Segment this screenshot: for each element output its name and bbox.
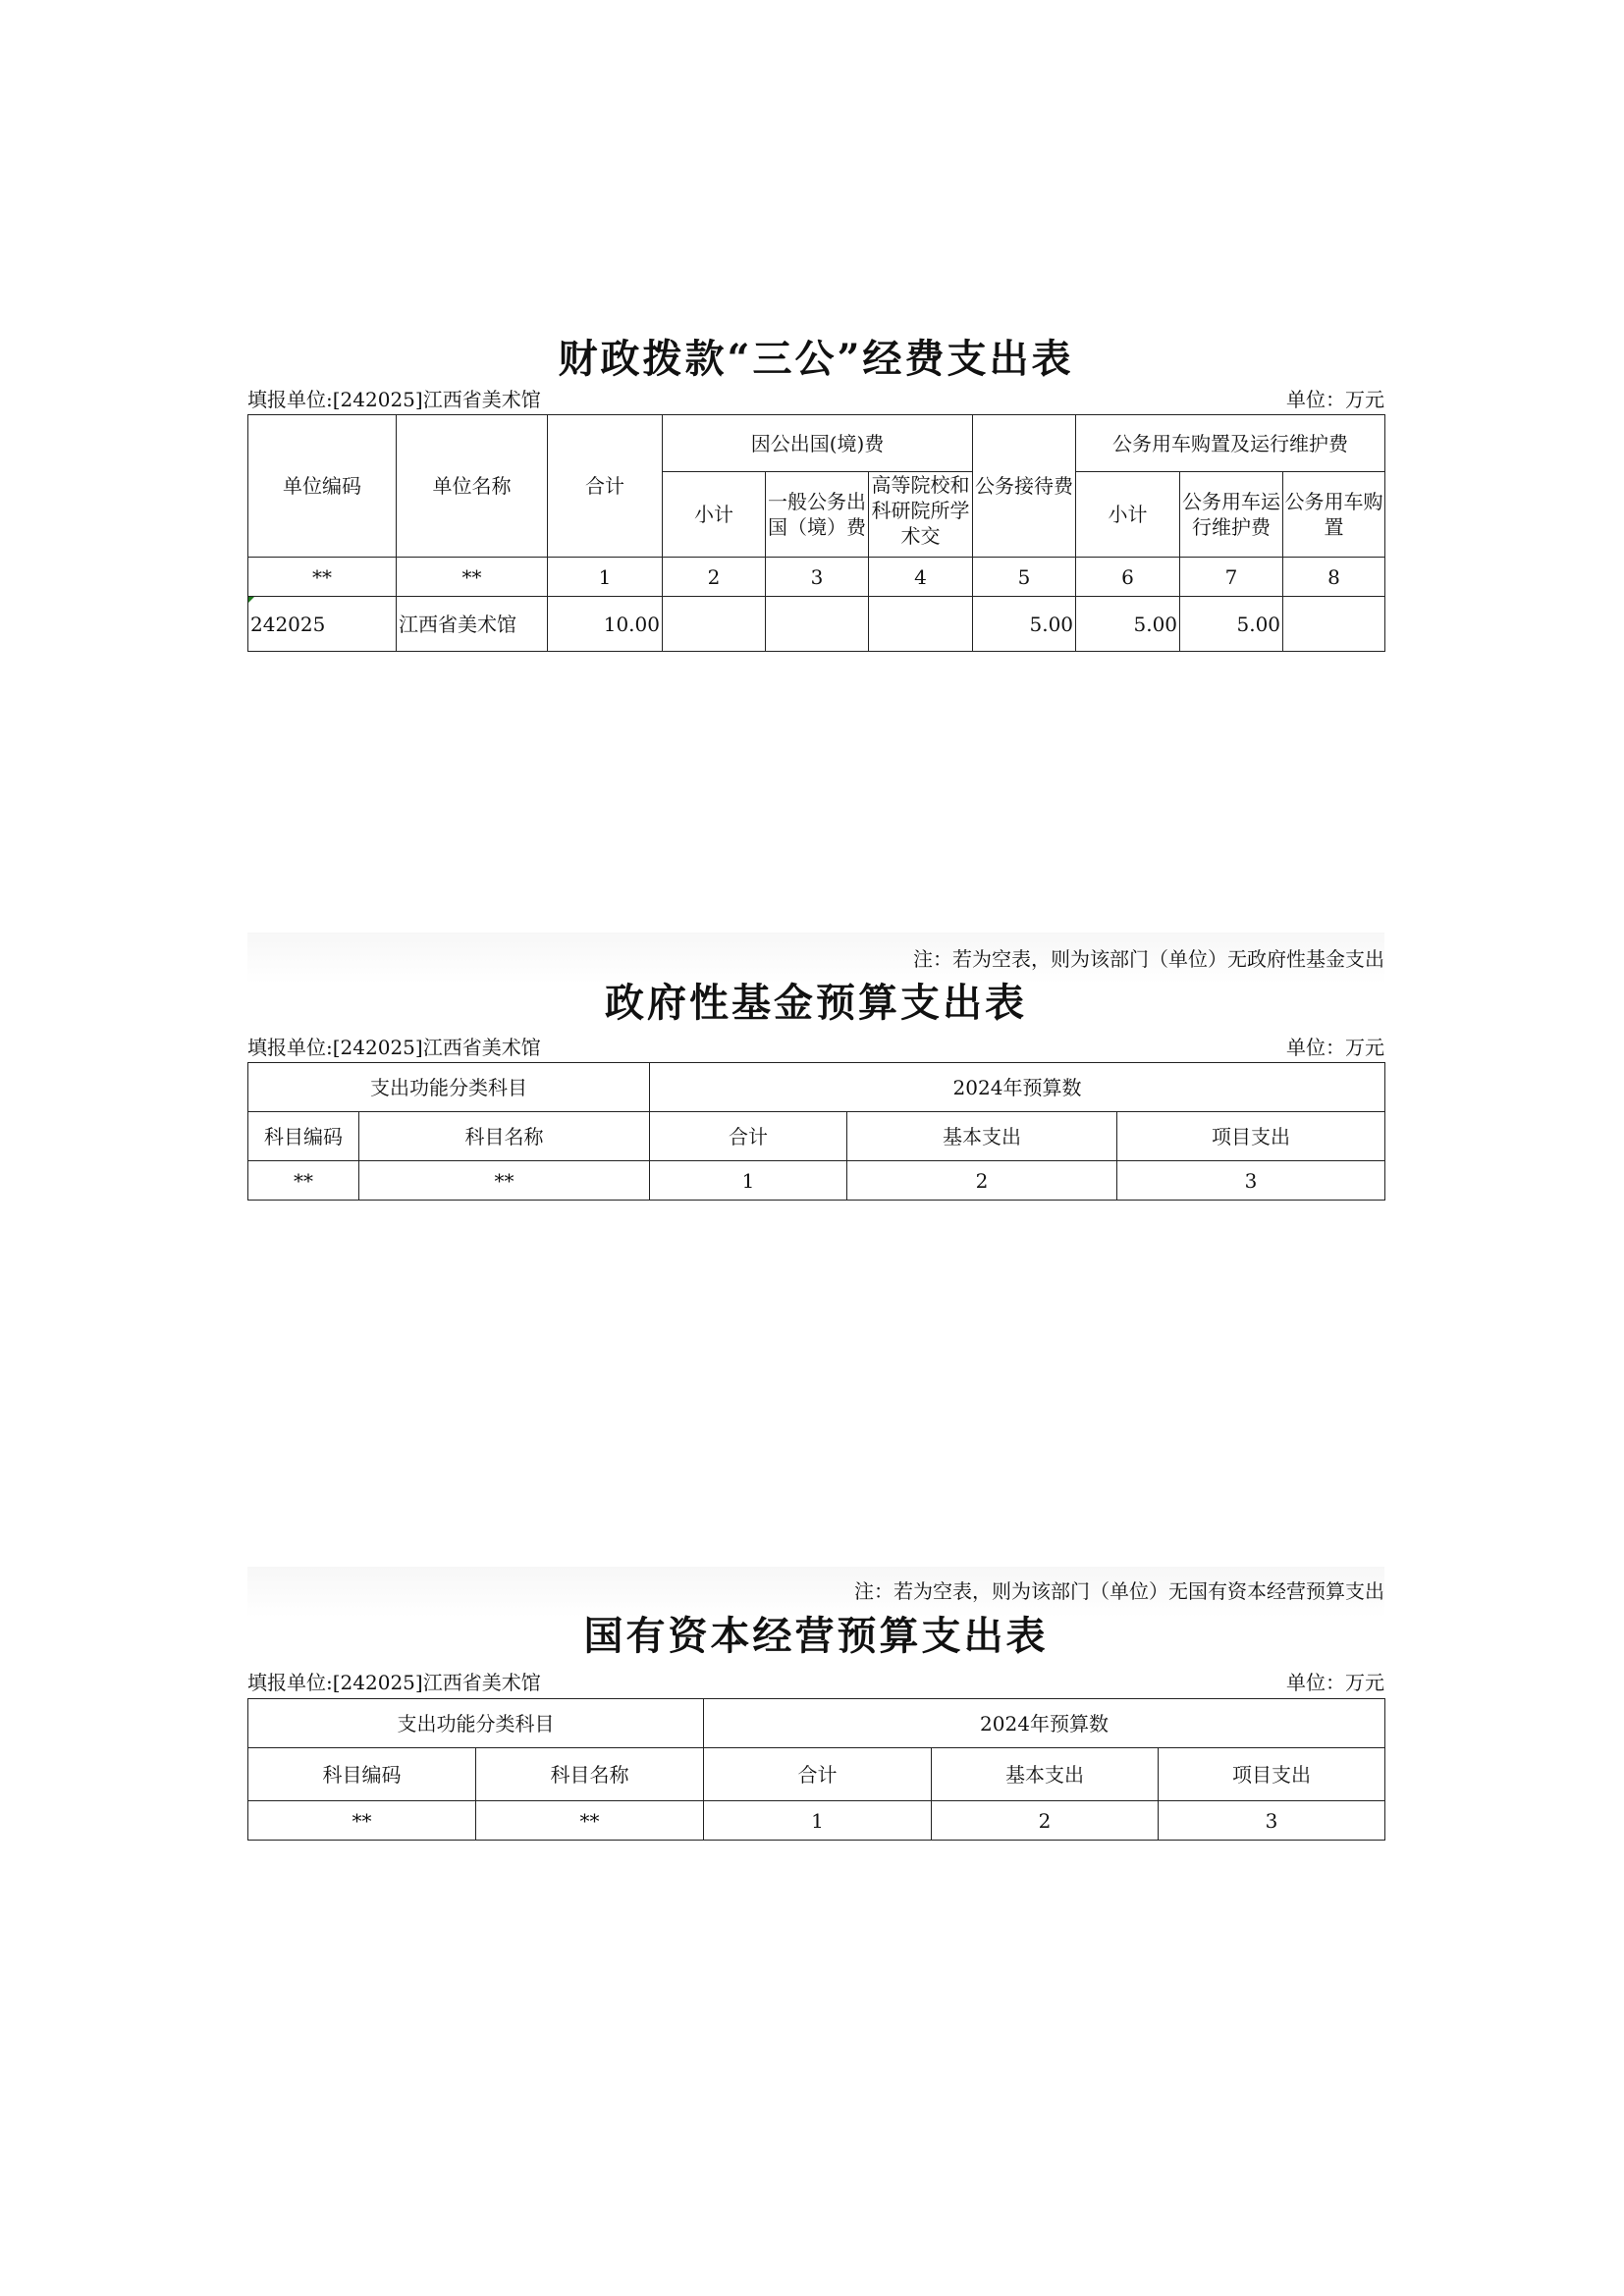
cell-vehicle-operation: 5.00 xyxy=(1180,597,1283,652)
cell-unit-code-text: 242025 xyxy=(250,612,326,636)
index-cell: 2 xyxy=(847,1161,1117,1201)
cell-abroad-general xyxy=(766,597,869,652)
header-project: 项目支出 xyxy=(1159,1748,1385,1801)
header-budget-group: 2024年预算数 xyxy=(704,1699,1385,1748)
cell-abroad-subtotal xyxy=(663,597,766,652)
index-cell: 4 xyxy=(869,558,973,597)
sanggong-table xyxy=(247,414,1385,652)
index-cell: ** xyxy=(248,1801,476,1841)
index-cell: 2 xyxy=(932,1801,1159,1841)
header-unit-code: 单位编码 xyxy=(248,415,397,558)
header-vehicle-operation: 公务用车运行维护费 xyxy=(1180,472,1283,558)
cell-abroad-academic xyxy=(869,597,973,652)
header-subject-code: 科目编码 xyxy=(248,1748,476,1801)
cell-vehicle-purchase xyxy=(1283,597,1385,652)
sanggong-title: 财政拨款“三公”经费支出表 xyxy=(558,336,1074,382)
index-cell: 3 xyxy=(766,558,869,597)
govfund-fill-unit: 填报单位:[242025]江西省美术馆 xyxy=(247,1036,541,1059)
comment-marker xyxy=(248,597,254,603)
index-cell: ** xyxy=(248,1161,359,1201)
header-reception: 公务接待费 xyxy=(973,415,1076,558)
stateowned-section xyxy=(247,1576,1384,1841)
index-cell: 1 xyxy=(548,558,663,597)
index-row xyxy=(248,1161,1385,1201)
header-unit-name: 单位名称 xyxy=(397,415,548,558)
cell-unit-code xyxy=(248,597,397,652)
table-row xyxy=(248,597,1385,652)
index-row xyxy=(248,1801,1385,1841)
stateowned-meta xyxy=(247,1667,1384,1698)
header-subject-code: 科目编码 xyxy=(248,1112,359,1161)
index-cell: 7 xyxy=(1180,558,1283,597)
index-cell: 2 xyxy=(663,558,766,597)
cell-reception: 5.00 xyxy=(973,597,1076,652)
header-vehicle-group: 公务用车购置及运行维护费 xyxy=(1076,415,1385,472)
index-cell: 3 xyxy=(1117,1161,1385,1201)
cell-vehicle-subtotal: 5.00 xyxy=(1076,597,1180,652)
govfund-note: 注：若为空表，则为该部门（单位）无政府性基金支出 xyxy=(913,947,1384,971)
govfund-title: 政府性基金预算支出表 xyxy=(605,980,1027,1026)
cell-total: 10.00 xyxy=(548,597,663,652)
index-cell: 6 xyxy=(1076,558,1180,597)
header-abroad-academic: 高等院校和科研院所学术交 xyxy=(869,472,973,558)
govfund-money-unit: 单位：万元 xyxy=(1286,1036,1384,1059)
index-cell: ** xyxy=(359,1161,650,1201)
cell-unit-name: 江西省美术馆 xyxy=(397,597,548,652)
stateowned-title: 国有资本经营预算支出表 xyxy=(583,1613,1049,1659)
header-category-group: 支出功能分类科目 xyxy=(248,1063,650,1112)
index-cell: 8 xyxy=(1283,558,1385,597)
sanggong-money-unit: 单位：万元 xyxy=(1286,388,1384,411)
index-row xyxy=(248,558,1385,597)
stateowned-fill-unit: 填报单位:[242025]江西省美术馆 xyxy=(247,1671,541,1694)
header-total: 合计 xyxy=(704,1748,932,1801)
index-cell: ** xyxy=(397,558,548,597)
stateowned-note: 注：若为空表，则为该部门（单位）无国有资本经营预算支出 xyxy=(854,1579,1384,1603)
index-cell: 3 xyxy=(1159,1801,1385,1841)
header-abroad-general: 一般公务出国（境）费 xyxy=(766,472,869,558)
stateowned-money-unit: 单位：万元 xyxy=(1286,1671,1384,1694)
index-cell: 1 xyxy=(704,1801,932,1841)
header-total: 合计 xyxy=(548,415,663,558)
header-abroad-subtotal: 小计 xyxy=(663,472,766,558)
sanggong-meta xyxy=(247,385,1384,414)
header-subject-name: 科目名称 xyxy=(476,1748,704,1801)
index-cell: 1 xyxy=(650,1161,847,1201)
header-vehicle-subtotal: 小计 xyxy=(1076,472,1180,558)
govfund-table xyxy=(247,1062,1385,1201)
index-cell: 5 xyxy=(973,558,1076,597)
header-total: 合计 xyxy=(650,1112,847,1161)
index-cell: ** xyxy=(476,1801,704,1841)
header-basic: 基本支出 xyxy=(932,1748,1159,1801)
sanggong-fill-unit: 填报单位:[242025]江西省美术馆 xyxy=(247,388,541,411)
header-budget-group: 2024年预算数 xyxy=(650,1063,1385,1112)
sanggong-section xyxy=(247,334,1384,652)
header-basic: 基本支出 xyxy=(847,1112,1117,1161)
govfund-meta xyxy=(247,1033,1384,1062)
header-subject-name: 科目名称 xyxy=(359,1112,650,1161)
header-abroad-group: 因公出国(境)费 xyxy=(663,415,973,472)
index-cell: ** xyxy=(248,558,397,597)
header-project: 项目支出 xyxy=(1117,1112,1385,1161)
stateowned-table xyxy=(247,1698,1385,1841)
header-category-group: 支出功能分类科目 xyxy=(248,1699,704,1748)
header-vehicle-purchase: 公务用车购置 xyxy=(1283,472,1385,558)
govfund-section xyxy=(247,944,1384,1201)
